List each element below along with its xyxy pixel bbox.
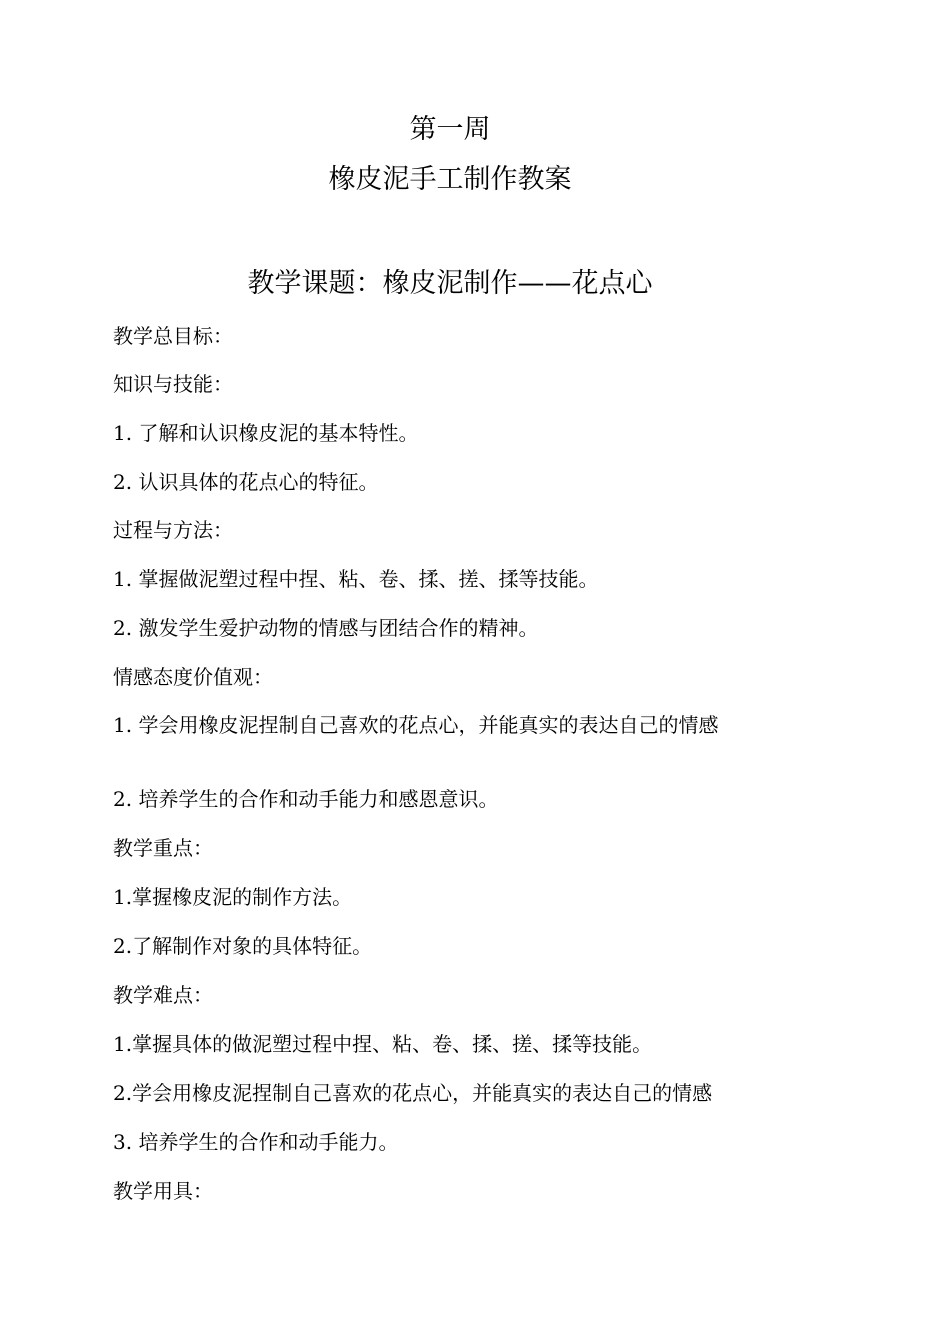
course-title: 橡皮泥手工制作教案 (328, 164, 572, 195)
key-points-item: 1.掌握橡皮泥的制作方法。 (113, 885, 353, 909)
difficulties-item: 1.掌握具体的做泥塑过程中捏、粘、卷、揉、搓、揉等技能。 (113, 1032, 653, 1056)
process-item: 1. 掌握做泥塑过程中捏、粘、卷、揉、搓、揉等技能。 (113, 567, 599, 591)
knowledge-item: 2. 认识具体的花点心的特征。 (113, 470, 379, 494)
tools-heading: 教学用具： (113, 1179, 213, 1203)
knowledge-item: 1. 了解和认识橡皮泥的基本特性。 (113, 421, 419, 445)
emotion-item: 2. 培养学生的合作和动手能力和感恩意识。 (113, 787, 499, 811)
overall-goal-heading: 教学总目标： (113, 324, 233, 348)
week-heading: 第一周 (409, 114, 491, 145)
difficulties-item: 2.学会用橡皮泥捏制自己喜欢的花点心，并能真实的表达自己的情感 (113, 1081, 713, 1105)
emotion-item: 1. 学会用橡皮泥捏制自己喜欢的花点心，并能真实的表达自己的情感 (113, 713, 719, 737)
key-points-item: 2.了解制作对象的具体特征。 (113, 934, 373, 958)
lesson-topic: 教学课题：橡皮泥制作——花点心 (247, 268, 653, 299)
difficulties-heading: 教学难点： (113, 983, 213, 1007)
knowledge-heading: 知识与技能： (113, 372, 233, 396)
process-heading: 过程与方法： (113, 518, 233, 542)
difficulties-item: 3. 培养学生的合作和动手能力。 (113, 1130, 399, 1154)
emotion-heading: 情感态度价值观： (113, 665, 273, 689)
key-points-heading: 教学重点： (113, 836, 213, 860)
process-item: 2. 激发学生爱护动物的情感与团结合作的精神。 (113, 616, 539, 640)
